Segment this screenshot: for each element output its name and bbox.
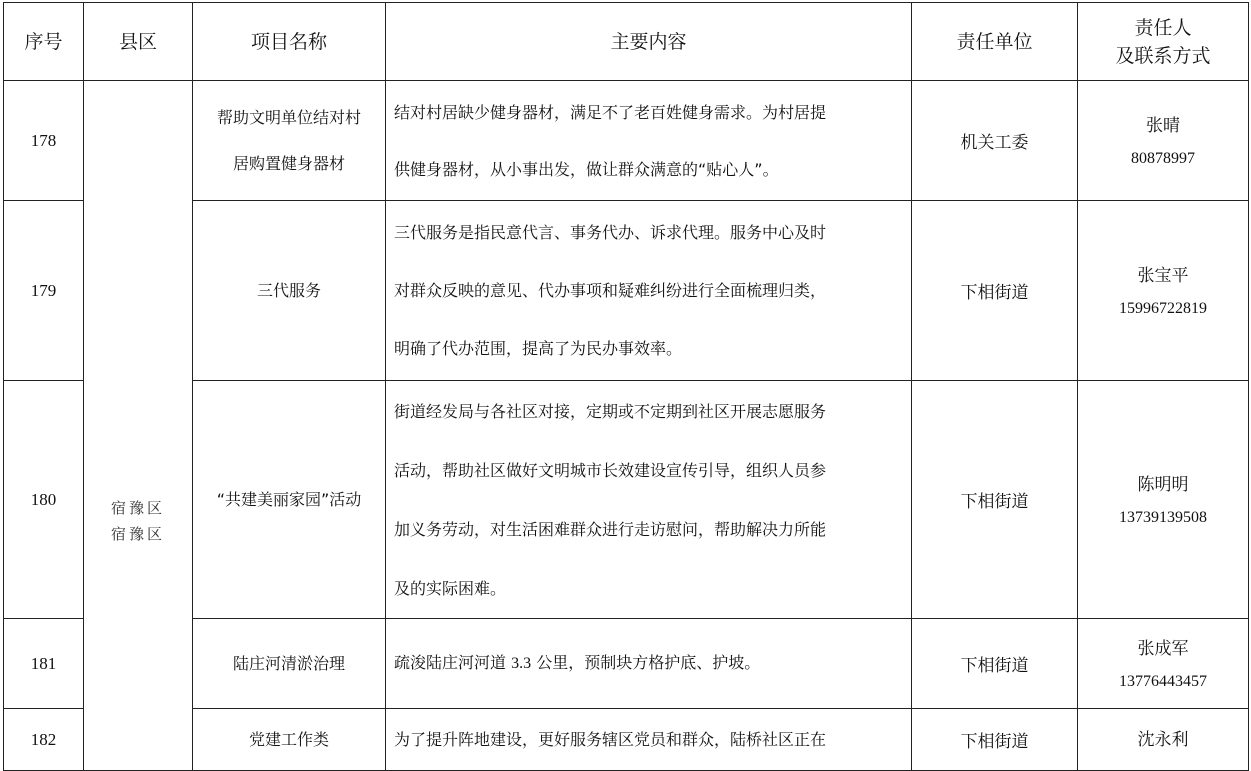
row-seq: 182 xyxy=(4,709,84,771)
header-contact-line1: 责任人 xyxy=(1134,16,1192,39)
phone-number: 80878997 xyxy=(1131,149,1195,167)
project-name-line: 陆庄河清淤治理 xyxy=(232,653,345,673)
contact-cell xyxy=(1078,81,1249,201)
unit-cell: 下相街道 xyxy=(912,619,1078,709)
header-contact xyxy=(1078,3,1249,81)
content-line: 结对村居缺少健身器材，满足不了老百姓健身需求。为村居提 xyxy=(394,102,827,122)
header-contact-line2: 及联系方式 xyxy=(1115,44,1211,67)
content-line: 加义务劳动，对生活困难群众进行走访慰问，帮助解决力所能 xyxy=(394,519,827,539)
content-line: 明确了代办范围，提高了为民办事效率。 xyxy=(394,338,683,358)
contact-cell xyxy=(1078,381,1249,619)
content-text: 公里，预制块方格护底、护坡。 xyxy=(536,653,761,672)
project-name xyxy=(193,619,386,709)
project-name-line: 帮助文明单位结对村 xyxy=(216,107,361,127)
project-table xyxy=(3,2,1249,771)
person-name: 张成军 xyxy=(1137,638,1189,659)
row-seq: 180 xyxy=(4,381,84,619)
person-name: 陈明明 xyxy=(1137,474,1189,495)
content-line: 及的实际困难。 xyxy=(394,578,507,598)
content-cell xyxy=(386,201,912,381)
project-name-line: 党建工作类 xyxy=(248,729,329,749)
county-line: 宿豫区 xyxy=(110,524,165,543)
header-row xyxy=(4,3,1249,81)
content-cell xyxy=(386,81,912,201)
row-seq: 181 xyxy=(4,619,84,709)
content-line: 供健身器材，从小事出发，做让群众满意的“贴心人”。 xyxy=(394,159,779,179)
content-line: 对群众反映的意见、代办事项和疑难纠纷进行全面梳理归类， xyxy=(394,280,827,300)
content-line: 为了提升阵地建设，更好服务辖区党员和群众，陆桥社区正在 xyxy=(394,729,827,749)
project-name xyxy=(193,201,386,381)
content-number: 3.3 xyxy=(511,655,532,672)
project-name xyxy=(193,381,386,619)
content-line: 活动，帮助社区做好文明城市长效建设宣传引导，组织人员参 xyxy=(394,460,827,480)
phone-number: 13739139508 xyxy=(1119,508,1207,526)
content-cell xyxy=(386,619,912,709)
person-name: 沈永利 xyxy=(1137,729,1189,750)
phone-number: 15996722819 xyxy=(1119,299,1207,317)
phone-number: 13776443457 xyxy=(1119,672,1207,690)
project-name xyxy=(193,709,386,771)
row-seq: 179 xyxy=(4,201,84,381)
content-cell xyxy=(386,709,912,771)
content-text: 疏浚陆庄河河道 xyxy=(394,653,507,672)
table-row xyxy=(4,81,1249,201)
unit-cell: 下相街道 xyxy=(912,381,1078,619)
header-seq: 序号 xyxy=(4,3,84,81)
contact-cell xyxy=(1078,201,1249,381)
unit-cell: 下相街道 xyxy=(912,201,1078,381)
header-county: 县区 xyxy=(84,3,193,81)
header-content: 主要内容 xyxy=(386,3,912,81)
unit-cell: 机关工委 xyxy=(912,81,1078,201)
project-name-line: “共建美丽家园”活动 xyxy=(216,489,362,509)
county-line: 宿豫区 xyxy=(110,498,165,517)
contact-cell xyxy=(1078,709,1249,771)
content-line: 三代服务是指民意代言、事务代办、诉求代理。服务中心及时 xyxy=(394,222,827,242)
person-name: 张晴 xyxy=(1146,115,1180,136)
person-name: 张宝平 xyxy=(1137,265,1189,286)
county-cell xyxy=(84,81,193,771)
header-project: 项目名称 xyxy=(193,3,386,81)
contact-cell xyxy=(1078,619,1249,709)
header-unit: 责任单位 xyxy=(912,3,1078,81)
project-name xyxy=(193,81,386,201)
unit-cell: 下相街道 xyxy=(912,709,1078,771)
row-seq: 178 xyxy=(4,81,84,201)
content-line: 街道经发局与各社区对接，定期或不定期到社区开展志愿服务 xyxy=(394,401,827,421)
project-name-line: 三代服务 xyxy=(256,280,321,300)
content-cell xyxy=(386,381,912,619)
project-name-line: 居购置健身器材 xyxy=(232,153,345,173)
